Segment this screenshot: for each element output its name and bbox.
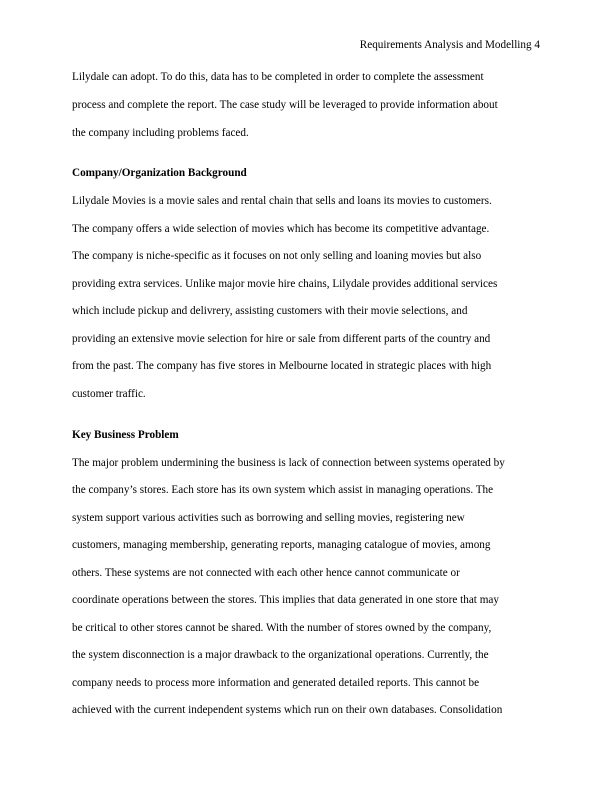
intro-line: the company including problems faced. <box>72 127 249 139</box>
background-line: Lilydale Movies is a movie sales and rental chain that sells and loans its movies to customers. <box>72 195 492 207</box>
background-line: providing an extensive movie selection for hire or sale from different parts of the country and <box>72 333 491 345</box>
background-line: providing extra services. Unlike major movie hire chains, Lilydale provides additional services <box>72 278 498 290</box>
problem-line: the system disconnection is a major drawback to the organizational operations. Currently, the <box>72 649 489 661</box>
problem-line: customers, managing membership, generating reports, managing catalogue of movies, among <box>72 539 491 551</box>
intro-line: process and complete the report. The case study will be leveraged to provide information about <box>72 99 498 111</box>
background-line: from the past. The company has five stores in Melbourne located in strategic places with high <box>72 360 492 372</box>
background-line: The company is niche-specific as it focuses on not only selling and loaning movies but also <box>72 250 482 262</box>
background-line: customer traffic. <box>72 388 146 400</box>
problem-line: achieved with the current independent systems which run on their own databases. Consolidation <box>72 704 503 716</box>
problem-line: company needs to process more information and generated detailed reports. This cannot be <box>72 677 480 689</box>
problem-line: be critical to other stores cannot be shared. With the number of stores owned by the company, <box>72 622 492 634</box>
problem-line: The major problem undermining the business is lack of connection between systems operated by <box>72 457 505 469</box>
problem-line: coordinate operations between the stores. This implies that data generated in one store that may <box>72 594 499 606</box>
problem-line: others. These systems are not connected with each other hence cannot communicate or <box>72 567 460 579</box>
running-head: Requirements Analysis and Modelling 4 <box>359 39 540 51</box>
intro-line: Lilydale can adopt. To do this, data has to be completed in order to complete the assessment <box>72 71 484 83</box>
problem-line: system support various activities such as borrowing and selling movies, registering new <box>72 512 465 524</box>
background-line: which include pickup and delivrery, assisting customers with their movie selections, and <box>72 305 468 317</box>
background-line: The company offers a wide selection of movies which has become its competitive advantage. <box>72 223 490 235</box>
section-heading-background: Company/Organization Background <box>72 167 247 179</box>
section-heading-problem: Key Business Problem <box>72 429 179 441</box>
problem-line: the company’s stores. Each store has its own system which assist in managing operations. The <box>72 484 494 496</box>
